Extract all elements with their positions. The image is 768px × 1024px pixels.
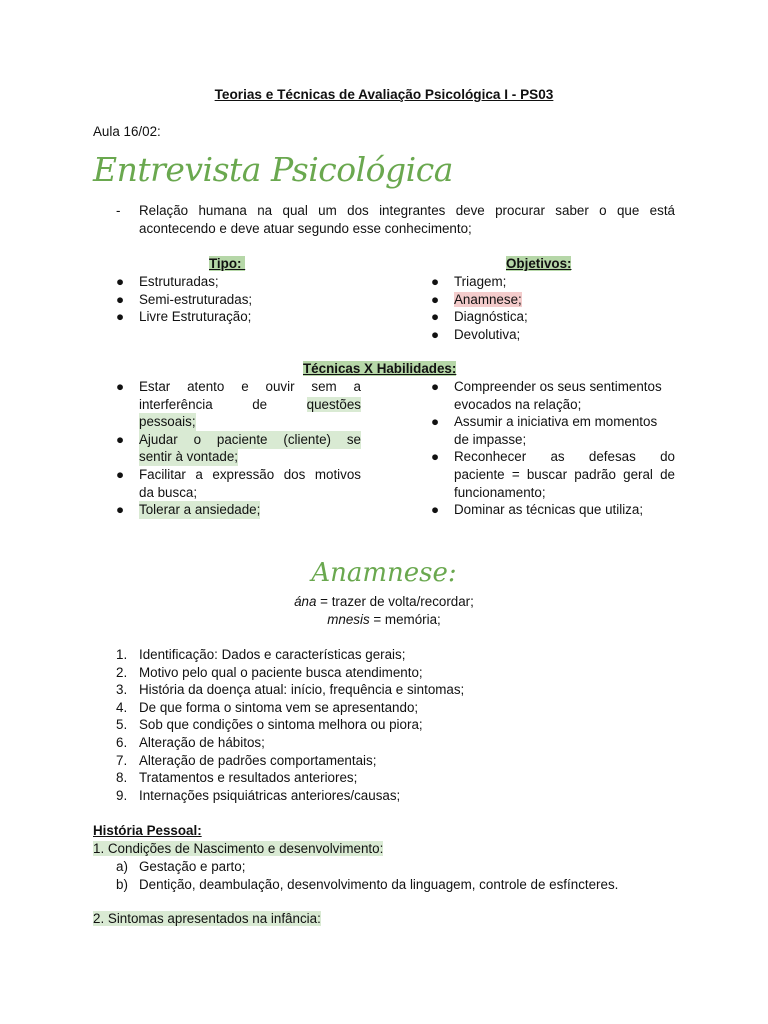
intro-line-2: acontecendo e deve atuar segundo esse conhecimento;: [139, 221, 472, 236]
heading-anamnese: Anamnese:: [311, 558, 457, 588]
etym-mnesis: [0, 611, 768, 629]
bullet-marker: ●: [431, 379, 440, 394]
list-marker: a): [116, 859, 128, 874]
list-number: 2.: [116, 664, 128, 680]
objetivo-item: [454, 273, 506, 291]
anamnese-item: Motivo pelo qual o paciente busca atendimento;: [139, 664, 423, 680]
anamnese-item: De que forma o sintoma vem se apresentando;: [139, 699, 419, 715]
historia-item: Dentição, deambulação, desenvolvimento da linguagem, controle de esfíncteres.: [139, 876, 619, 892]
tecnica-left-line-highlight: questões: [306, 396, 361, 412]
tecnica-right-line: paciente = buscar padrão geral de: [454, 467, 675, 482]
tecnica-right-line: Compreender os seus sentimentos: [454, 379, 662, 394]
objetivos-header-text: Objetivos:: [506, 256, 572, 271]
anamnese-item: Alteração de hábitos;: [139, 735, 265, 750]
tipo-item: [139, 308, 251, 326]
historia-sub2: [93, 910, 321, 928]
bullet-marker: ●: [116, 467, 125, 482]
tipo-item: [139, 291, 252, 309]
objetivo-item: [454, 291, 522, 309]
dash-marker: -: [116, 203, 121, 218]
tipo-header-text: Tipo:: [209, 256, 246, 271]
historia-header-text: História Pessoal:: [93, 823, 202, 838]
objetivo-item-text: Triagem;: [454, 274, 507, 289]
bullet-marker: ●: [116, 379, 125, 394]
tipo-header: [209, 255, 245, 273]
tecnica-left-line: pessoais;: [139, 414, 196, 430]
historia-header: [93, 822, 202, 840]
list-number: 1.: [116, 647, 128, 662]
tipo-item-text: Estruturadas;: [139, 274, 219, 289]
list-number: 6.: [116, 735, 128, 750]
tipo-item-text: Semi-estruturadas;: [139, 291, 253, 307]
bullet-marker: ●: [116, 431, 125, 447]
tipo-item: [139, 273, 219, 291]
etym-ana-word: ána: [294, 594, 317, 609]
anamnese-item: Identificação: Dados e características gerais;: [139, 647, 406, 662]
historia-item: Gestação e parto;: [139, 859, 246, 874]
bullet-marker: ●: [431, 274, 440, 289]
list-number: 4.: [116, 699, 128, 715]
bullet-marker: ●: [116, 309, 125, 325]
list-number: 7.: [116, 752, 128, 768]
objetivo-item-text: Devolutiva;: [454, 326, 521, 342]
etym-mnesis-def: = memória;: [369, 612, 441, 627]
etym-ana-def: = trazer de volta/recordar;: [316, 594, 474, 609]
date-label: Aula 16/02:: [93, 124, 161, 139]
bullet-marker: ●: [431, 449, 440, 465]
list-number: 9.: [116, 787, 128, 803]
intro-line-1: Relação humana na qual um dos integrantes deve procurar saber o que está: [139, 203, 675, 218]
bullet-marker: ●: [431, 309, 440, 325]
objetivos-header: [506, 255, 571, 273]
list-number: 5.: [116, 717, 128, 733]
objetivo-item: [454, 308, 528, 326]
tecnica-right-line: Reconhecer as defesas do: [454, 449, 675, 465]
tecnica-right-line: evocados na relação;: [454, 396, 582, 412]
list-number: 8.: [116, 770, 128, 786]
objetivo-item-text: Diagnóstica;: [454, 309, 528, 325]
heading-entrevista: Entrevista Psicológica: [93, 150, 453, 189]
tecnica-left-line-head: interferência de: [139, 396, 307, 412]
bullet-marker: ●: [431, 291, 440, 307]
tecnica-left-line: da busca;: [139, 484, 198, 500]
tecnica-right-line: funcionamento;: [454, 484, 546, 500]
tecnica-left-line: Tolerar a ansiedade;: [139, 502, 261, 518]
historia-sub1: [93, 840, 383, 858]
objetivo-item-text: Anamnese;: [454, 291, 522, 307]
objetivo-item: [454, 326, 520, 344]
anamnese-item: Sob que condições o sintoma melhora ou piora;: [139, 717, 423, 733]
bullet-marker: ●: [431, 502, 440, 518]
page-title: Teorias e Técnicas de Avaliação Psicológica I - PS03: [214, 87, 554, 102]
tecnica-left-line: Ajudar o paciente (cliente) se: [139, 431, 361, 447]
tecnica-right-line: Assumir a iniciativa em momentos: [454, 414, 658, 430]
tecnica-left-line: Estar atento e ouvir sem a: [139, 379, 361, 394]
tecnica-left-line: sentir à vontade;: [139, 449, 239, 465]
anamnese-item: Tratamentos e resultados anteriores;: [139, 770, 358, 786]
bullet-marker: ●: [116, 291, 125, 307]
anamnese-item: Internações psiquiátricas anteriores/causas;: [139, 787, 401, 803]
etym-ana: [0, 593, 768, 611]
bullet-marker: ●: [116, 274, 125, 289]
anamnese-item: Alteração de padrões comportamentais;: [139, 752, 377, 768]
historia-sub1-text: 1. Condições de Nascimento e desenvolvimento:: [93, 841, 384, 856]
tecnicas-header-text: Técnicas X Habilidades:: [303, 361, 457, 376]
bullet-marker: ●: [431, 326, 440, 342]
anamnese-item: História da doença atual: início, frequência e sintomas;: [139, 682, 465, 698]
tecnica-right-line: Dominar as técnicas que utiliza;: [454, 502, 644, 518]
tecnica-left-line: Facilitar a expressão dos motivos: [139, 467, 361, 482]
list-number: 3.: [116, 682, 128, 698]
tecnicas-header: [303, 360, 456, 378]
etym-mnesis-word: mnesis: [327, 612, 370, 627]
tecnica-right-line: de impasse;: [454, 431, 527, 447]
historia-sub2-text: 2. Sintomas apresentados na infância:: [93, 911, 321, 926]
tipo-item-text: Livre Estruturação;: [139, 309, 252, 325]
bullet-marker: ●: [431, 414, 440, 430]
list-marker: b): [116, 876, 128, 892]
tecnica-left-line: [139, 396, 361, 414]
bullet-marker: ●: [116, 502, 125, 518]
